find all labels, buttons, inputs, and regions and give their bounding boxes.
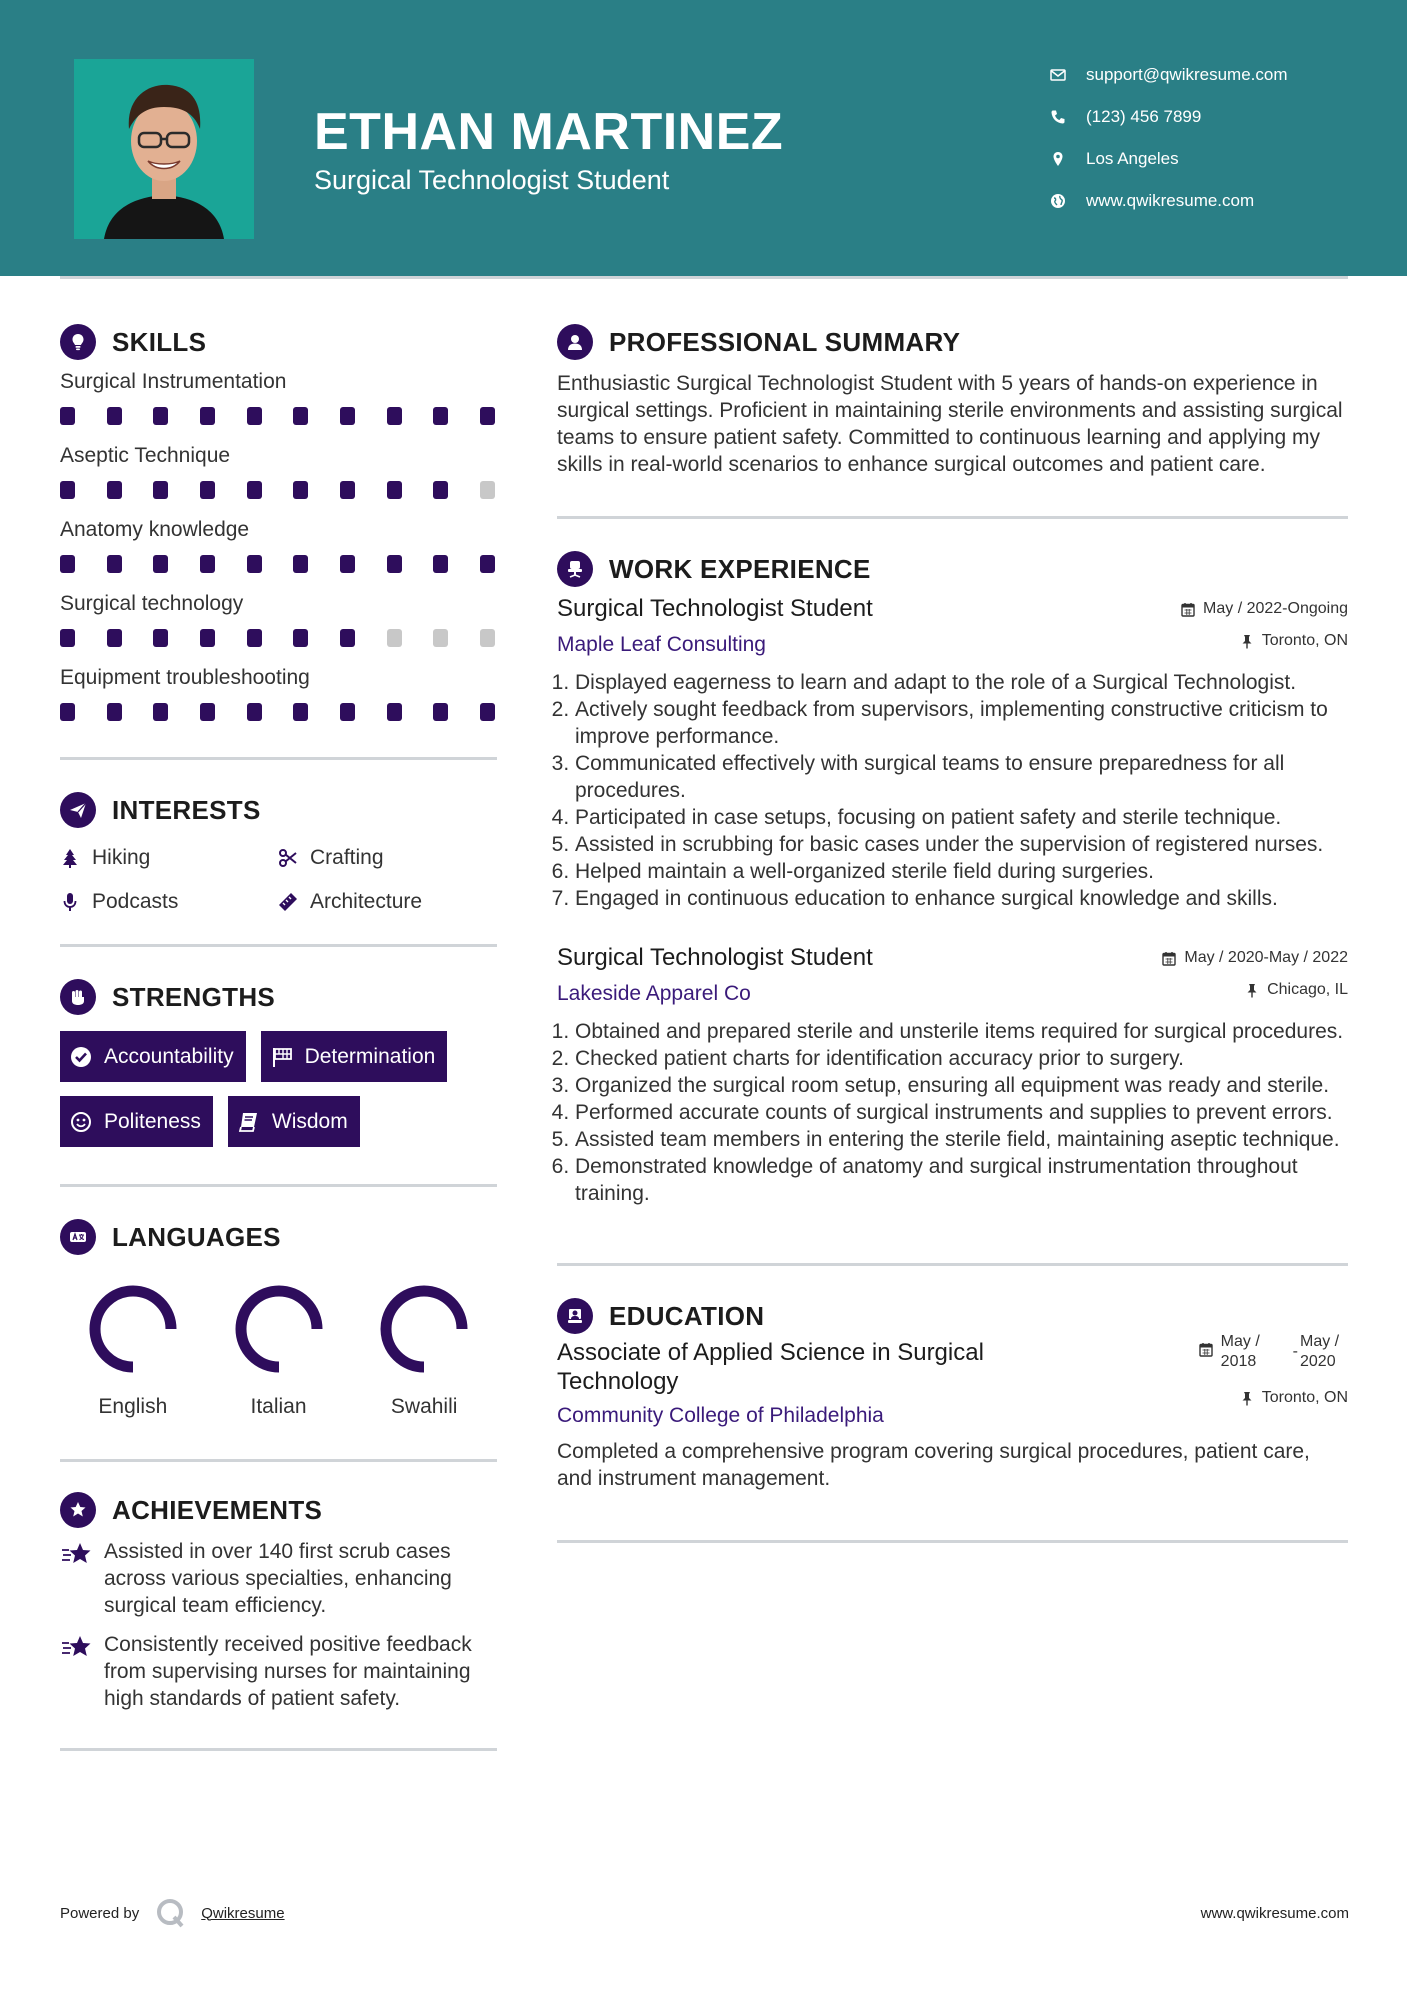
skill-dot-filled: [433, 555, 448, 573]
skill-dot-empty: [433, 629, 448, 647]
footer-url[interactable]: www.qwikresume.com: [1200, 1905, 1349, 1922]
section-divider: [60, 944, 497, 947]
job-bullets: [557, 1018, 1348, 1207]
experience-title: WORK EXPERIENCE: [609, 553, 871, 584]
calendar-icon: [1162, 951, 1176, 966]
job-company: Lakeside Apparel Co: [557, 982, 751, 1005]
language-ring: [229, 1279, 329, 1379]
job-bullets: [557, 669, 1348, 912]
education-school: Community College of Philadelphia: [557, 1404, 884, 1427]
section-divider: [60, 1184, 497, 1187]
education-date: [1199, 1332, 1348, 1372]
achievement-text: Consistently received positive feedback from supervising nurses for maintaining high standards of patient safety.: [104, 1633, 472, 1710]
skill-dot-filled: [480, 407, 495, 425]
flag-icon: [271, 1046, 293, 1068]
skill-dot-filled: [107, 555, 122, 573]
skill-dot-filled: [153, 481, 168, 499]
skill-dot-empty: [387, 629, 402, 647]
scissors-icon: [278, 848, 298, 868]
skill-dot-filled: [247, 703, 262, 721]
skill-dot-filled: [387, 407, 402, 425]
language-ring-arc: [95, 1291, 171, 1367]
section-divider: [60, 1748, 497, 1751]
qwikresume-logo-icon: [155, 1897, 187, 1929]
skill-dot-filled: [60, 481, 75, 499]
skill-dot-filled: [107, 703, 122, 721]
job-bullet: 6. Helped maintain a well-organized sterile field during surgeries.: [575, 858, 1348, 885]
skill-dot-filled: [340, 629, 355, 647]
language-icon: [60, 1219, 96, 1255]
skill-dot-filled: [340, 481, 355, 499]
skill-dot-filled: [247, 481, 262, 499]
skill-dot-filled: [200, 703, 215, 721]
interest-label: Hiking: [92, 846, 151, 869]
skill-dot-filled: [387, 703, 402, 721]
skill-dot-filled: [247, 407, 262, 425]
user-icon: [557, 324, 593, 360]
language-item: [351, 1279, 497, 1419]
skill-item: [60, 664, 497, 721]
job-location: [1162, 974, 1348, 1006]
interest-item: [60, 844, 278, 872]
job-title: Surgical Technologist Student: [557, 944, 873, 971]
job-location-text: Chicago, IL: [1267, 981, 1348, 998]
skill-dot-filled: [107, 481, 122, 499]
language-ring-arc: [386, 1291, 462, 1367]
strength-badge: [261, 1031, 448, 1082]
skill-rating: [60, 555, 497, 573]
microphone-icon: [60, 892, 80, 912]
contact-website[interactable]: [1050, 180, 1380, 222]
skill-dot-filled: [387, 555, 402, 573]
skill-name: Equipment troubleshooting: [60, 666, 310, 689]
raised-fist-icon: [60, 979, 96, 1015]
education-entry: [557, 1333, 1348, 1492]
footer-brand: [60, 1897, 285, 1929]
contact-phone[interactable]: [1050, 96, 1380, 138]
ruler-icon: [278, 892, 298, 912]
interest-item: [278, 888, 496, 916]
skill-name: Surgical technology: [60, 592, 244, 615]
strength-badge: [60, 1031, 246, 1082]
strengths-title: STRENGTHS: [112, 981, 276, 1012]
job-bullet: 5. Assisted in scrubbing for basic cases under the supervision of registered nurses.: [575, 831, 1348, 858]
skill-rating: [60, 703, 497, 721]
candidate-role: Surgical Technologist Student: [314, 165, 670, 195]
globe-icon: [1050, 193, 1086, 209]
pushpin-icon: [1240, 1391, 1254, 1406]
skill-item: [60, 516, 497, 573]
paper-plane-icon: [60, 792, 96, 828]
skill-dot-filled: [293, 407, 308, 425]
skills-list: [60, 368, 497, 721]
interests-heading: [60, 788, 497, 832]
contact-location: [1050, 138, 1380, 180]
skill-item: [60, 442, 497, 499]
achievements-title: ACHIEVEMENTS: [112, 1494, 323, 1525]
strengths-list: [60, 1031, 497, 1147]
education-degree: Associate of Applied Science in Surgical Technology: [557, 1339, 984, 1395]
skill-name: Aseptic Technique: [60, 444, 231, 467]
job-date: [1162, 942, 1348, 974]
education-title: EDUCATION: [609, 1300, 765, 1331]
skill-name: Anatomy knowledge: [60, 518, 250, 541]
envelope-icon: [1050, 67, 1086, 83]
strength-label: Accountability: [104, 1044, 234, 1068]
strength-label: Wisdom: [271, 1109, 348, 1133]
skill-dot-filled: [60, 555, 75, 573]
skill-item: [60, 590, 497, 647]
interests-title: INTERESTS: [112, 794, 261, 825]
star-icon: [60, 1633, 94, 1663]
interests-list: [60, 844, 497, 916]
job-bullet: 7. Engaged in continuous education to enhance surgical knowledge and skills.: [575, 885, 1348, 912]
job-location-text: Toronto, ON: [1261, 632, 1348, 649]
skill-dot-filled: [153, 555, 168, 573]
summary-text: Enthusiastic Surgical Technologist Student with 5 years of hands-on experience in surgical settings. Proficient in maintaining sterile environments and assisting surgical teams to ensure patient safety. Committed to continuous learning and applying my skills in real-world scenarios to enhance surgical outcomes and patient care.: [557, 372, 1343, 476]
education-date-start: May / 2018: [1220, 1333, 1260, 1370]
skill-dot-filled: [433, 703, 448, 721]
job-bullet: 2. Checked patient charts for identification accuracy prior to surgery.: [575, 1045, 1348, 1072]
skill-rating: [60, 629, 497, 647]
section-divider: [557, 516, 1348, 519]
tree-icon: [60, 848, 80, 868]
skill-dot-filled: [433, 407, 448, 425]
skills-title: SKILLS: [112, 326, 207, 357]
skill-name: Surgical Instrumentation: [60, 370, 287, 393]
job-bullet: 4. Participated in case setups, focusing on patient safety and sterile technique.: [575, 804, 1348, 831]
skill-dot-filled: [480, 703, 495, 721]
job-bullet: 3. Organized the surgical room setup, ensuring all equipment was ready and sterile.: [575, 1072, 1348, 1099]
skills-heading: [60, 320, 497, 364]
contact-list: [1050, 54, 1380, 222]
skill-dot-filled: [200, 481, 215, 499]
contact-email[interactable]: [1050, 54, 1380, 96]
profile-photo: [74, 59, 254, 239]
check-circle-icon: [70, 1046, 92, 1068]
job-company: Maple Leaf Consulting: [557, 633, 766, 656]
skill-dot-filled: [293, 555, 308, 573]
contact-website-text: www.qwikresume.com: [1086, 191, 1255, 210]
header-divider: [60, 276, 1348, 279]
strength-badge: [60, 1096, 213, 1147]
calendar-icon: [1181, 602, 1195, 617]
strengths-heading: [60, 975, 497, 1019]
education-date-end: May / 2020: [1300, 1333, 1340, 1370]
languages-list: [60, 1279, 497, 1419]
job-bullet: 4. Performed accurate counts of surgical instruments and supplies to prevent errors.: [575, 1099, 1348, 1126]
star-icon: [60, 1540, 94, 1570]
skill-dot-filled: [153, 629, 168, 647]
skill-dot-empty: [480, 481, 495, 499]
skill-dot-filled: [107, 407, 122, 425]
languages-title: LANGUAGES: [112, 1221, 281, 1252]
interest-label: Architecture: [310, 890, 423, 913]
education-location: [1199, 1382, 1348, 1414]
contact-phone-text: (123) 456 7899: [1086, 107, 1202, 126]
skill-dot-filled: [247, 555, 262, 573]
lightbulb-icon: [60, 324, 96, 360]
skill-dot-filled: [153, 703, 168, 721]
strength-label: Politeness: [104, 1109, 201, 1133]
skill-item: [60, 368, 497, 425]
graduate-icon: [557, 1298, 593, 1334]
skill-dot-filled: [107, 629, 122, 647]
language-item: [206, 1279, 352, 1419]
right-column: [557, 320, 1348, 1543]
location-pin-icon: [1050, 151, 1086, 167]
section-divider: [557, 1263, 1348, 1266]
skill-dot-filled: [60, 703, 75, 721]
language-ring-arc: [241, 1291, 317, 1367]
achievement-text: Assisted in over 140 first scrub cases across various specialties, enhancing surgical team efficiency.: [104, 1540, 452, 1617]
skill-dot-filled: [433, 481, 448, 499]
job-bullet: 1. Obtained and prepared sterile and unsterile items required for surgical procedures.: [575, 1018, 1348, 1045]
interest-item: [278, 844, 496, 872]
resume-header: [0, 0, 1407, 276]
section-divider: [557, 1540, 1348, 1543]
strength-label: Determination: [304, 1044, 436, 1068]
skill-dot-filled: [153, 407, 168, 425]
contact-location-text: Los Angeles: [1086, 149, 1179, 168]
language-name: English: [98, 1395, 168, 1418]
job-date: [1181, 593, 1348, 625]
skill-dot-filled: [247, 629, 262, 647]
language-ring: [83, 1279, 183, 1379]
smile-icon: [70, 1111, 92, 1133]
job-bullet: 1. Displayed eagerness to learn and adapt to the role of a Surgical Technologist.: [575, 669, 1348, 696]
skill-dot-filled: [293, 629, 308, 647]
candidate-name: ETHAN MARTINEZ: [314, 103, 784, 161]
language-item: [60, 1279, 206, 1419]
skill-dot-filled: [200, 407, 215, 425]
pushpin-icon: [1245, 983, 1259, 998]
left-column: [60, 320, 497, 1751]
skill-dot-filled: [200, 629, 215, 647]
achievements-heading: [60, 1488, 497, 1532]
section-divider: [60, 1459, 497, 1462]
skill-dot-filled: [200, 555, 215, 573]
job-location: [1181, 625, 1348, 657]
skill-dot-filled: [340, 407, 355, 425]
language-name: Swahili: [390, 1395, 458, 1418]
calendar-icon: [1199, 1342, 1213, 1357]
brand-link[interactable]: Qwikresume: [201, 1904, 285, 1922]
interest-label: Podcasts: [92, 890, 179, 913]
book-icon: [238, 1111, 260, 1133]
language-ring: [374, 1279, 474, 1379]
education-text: Completed a comprehensive program covering surgical procedures, patient care, and instrument management.: [557, 1440, 1310, 1490]
skill-dot-filled: [60, 407, 75, 425]
section-divider: [60, 757, 497, 760]
skill-dot-filled: [293, 703, 308, 721]
job-bullet: 6. Demonstrated knowledge of anatomy and surgical instrumentation throughout training.: [575, 1153, 1348, 1207]
skill-dot-filled: [293, 481, 308, 499]
skill-dot-filled: [340, 703, 355, 721]
job-date-text: May / 2020-May / 2022: [1184, 949, 1348, 966]
summary-heading: [557, 320, 1348, 364]
interest-label: Crafting: [310, 846, 384, 869]
skill-dot-empty: [480, 629, 495, 647]
experience-heading: [557, 547, 1348, 591]
job-entry: [557, 942, 1348, 1207]
strength-badge: [228, 1096, 360, 1147]
powered-by-text: Powered by: [60, 1904, 140, 1922]
pushpin-icon: [1240, 634, 1254, 649]
achievement-item: [60, 1538, 497, 1619]
star-badge-icon: [60, 1492, 96, 1528]
job-title: Surgical Technologist Student: [557, 595, 873, 622]
phone-icon: [1050, 109, 1086, 125]
summary-title: PROFESSIONAL SUMMARY: [609, 326, 961, 357]
job-bullet: 2. Actively sought feedback from supervisors, implementing constructive criticism to improve performance.: [575, 696, 1348, 750]
job-entry: [557, 593, 1348, 912]
skill-dot-filled: [480, 555, 495, 573]
skill-rating: [60, 407, 497, 425]
skill-dot-filled: [387, 481, 402, 499]
job-bullet: 5. Assisted team members in entering the sterile field, maintaining aseptic technique.: [575, 1126, 1348, 1153]
language-name: Italian: [250, 1395, 307, 1418]
interest-item: [60, 888, 278, 916]
education-location-text: Toronto, ON: [1261, 1389, 1348, 1406]
job-date-text: May / 2022-Ongoing: [1203, 600, 1348, 617]
skill-rating: [60, 481, 497, 499]
office-chair-icon: [557, 551, 593, 587]
education-date-separator: -: [1292, 1343, 1298, 1360]
languages-heading: [60, 1215, 497, 1259]
contact-email-text: support@qwikresume.com: [1086, 65, 1288, 84]
job-bullet: 3. Communicated effectively with surgical teams to ensure preparedness for all procedures.: [575, 750, 1348, 804]
skill-dot-filled: [340, 555, 355, 573]
achievement-item: [60, 1631, 497, 1712]
skill-dot-filled: [60, 629, 75, 647]
